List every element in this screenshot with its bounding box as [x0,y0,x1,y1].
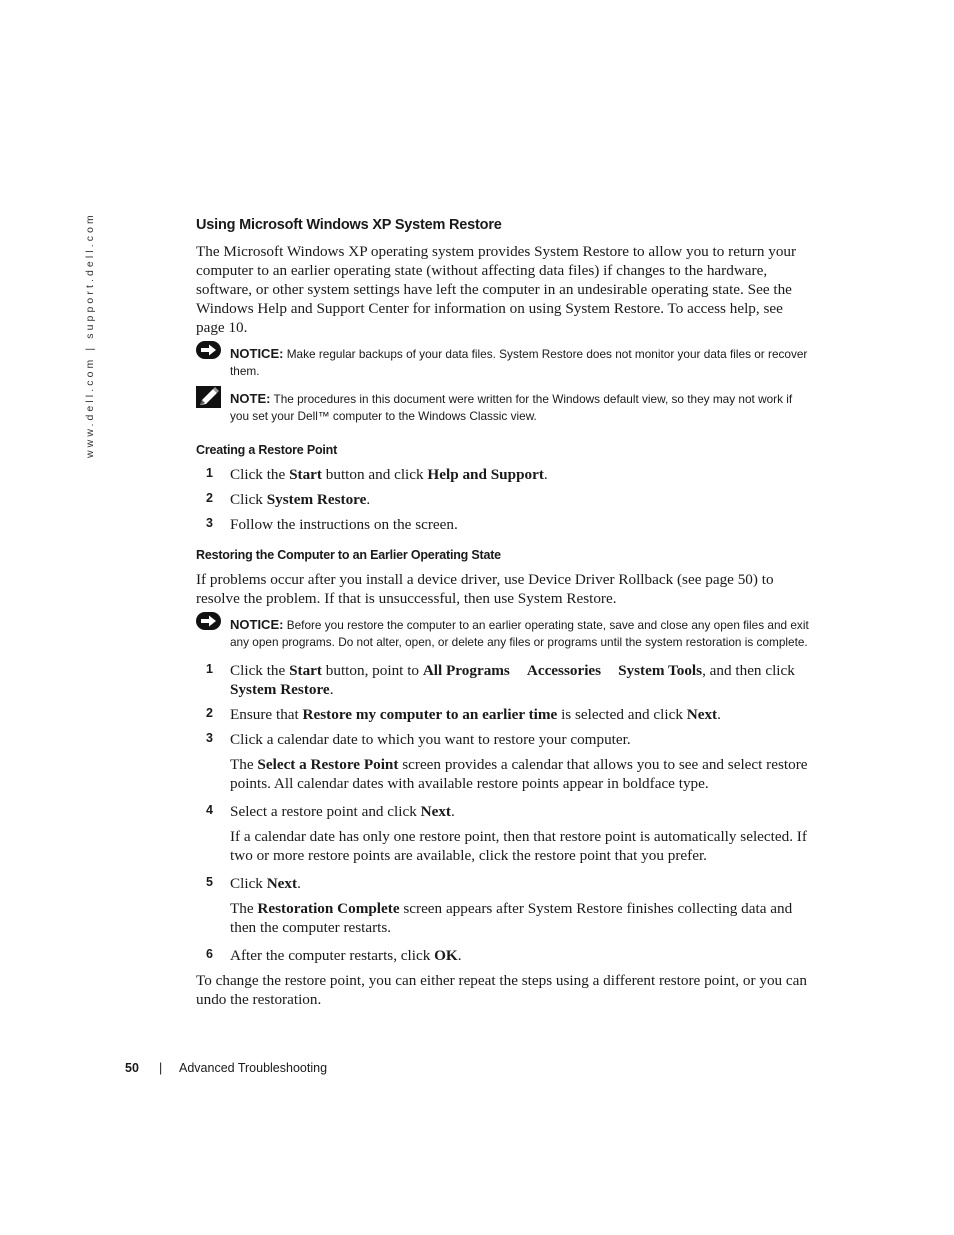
step-number: 6 [206,947,213,961]
footer-divider: | [159,1061,163,1075]
notice-block-2 [196,616,814,651]
list-item: 4 Select a restore point and click Next. If a calendar date has only one restore point, then that restore point is automatically selected. If two or more restore points are available, click the restore point that you prefer. [206,803,807,864]
restoring-intro: If problems occur after you install a device driver, use Device Driver Rollback (see page 50) to resolve the problem. If that is unsuccessful, then use System Restore. [196,571,774,607]
list-item: 5 Click Next. The Restoration Complete screen appears after System Restore finishes collecting data and then the computer restarts. [206,875,793,936]
notice-label: NOTICE: [230,346,284,361]
note-label: NOTE: [230,391,271,406]
step-number: 4 [206,803,213,817]
list-item: 1 Click the Start button and click Help and Support. [206,466,548,483]
notice-icon [196,341,221,359]
subsection-title-creating: Creating a Restore Point [196,443,338,457]
notice-icon [196,612,221,630]
page-number: 50 [125,1061,139,1075]
step-number: 3 [206,516,213,530]
notice-text: Make regular backups of your data files. System Restore does not monitor your data files or recover them. [230,347,808,378]
section-title: Using Microsoft Windows XP System Restore [196,217,502,233]
step-number: 1 [206,662,213,676]
sidebar-url: www.dell.com | support.dell.com [84,212,96,458]
notice-block [196,345,814,380]
footer-section-title: Advanced Troubleshooting [179,1061,328,1075]
pencil-note-icon [196,386,221,408]
list-item: 6 After the computer restarts, click OK. [206,947,462,964]
list-item: 2 Ensure that Restore my computer to an earlier time is selected and click Next. [206,706,721,723]
restoring-steps [196,661,814,965]
closing-paragraph: To change the restore point, you can either repeat the steps using a different restore point, or you can undo the restoration. [196,972,808,1008]
list-item: 3 Click a calendar date to which you want to restore your computer. The Select a Restore Point screen provides a calendar that allows you to see and select restore points. All calendar dates with available restore points appear in boldface type. [206,731,808,792]
notice-text: Before you restore the computer to an earlier operating state, save and close any open files and exit any open programs. Do not alter, open, or delete any files or programs until the system restoration is complete. [230,618,809,649]
intro-paragraph: The Microsoft Windows XP operating system provides System Restore to allow you to return your computer to an earlier operating state (without affecting data files) if changes to the hardware, software, or other system settings have left the computer in an undesirable operating state. See the Windows Help and Support Center for information on using System Restore. To access help, see page 10. [196,243,797,336]
list-item: 2 Click System Restore. [206,491,371,508]
step-number: 5 [206,875,213,889]
list-item: 3 Follow the instructions on the screen. [206,516,458,533]
step-number: 2 [206,491,213,505]
creating-steps [196,465,814,534]
main-content [196,217,814,1009]
note-text: The procedures in this document were written for the Windows default view, so they may not work if you set your Dell™ computer to the Windows Classic view. [230,392,793,423]
list-item: 1 Click the Start button, point to All Programs Accessories System Tools, and then click System Restore. [206,662,795,698]
subsection-title-restoring: Restoring the Computer to an Earlier Operating State [196,548,501,562]
step-number: 1 [206,466,213,480]
page-footer [125,1061,328,1075]
step-number: 2 [206,706,213,720]
notice-label: NOTICE: [230,617,284,632]
note-block [196,390,814,425]
step-number: 3 [206,731,213,745]
